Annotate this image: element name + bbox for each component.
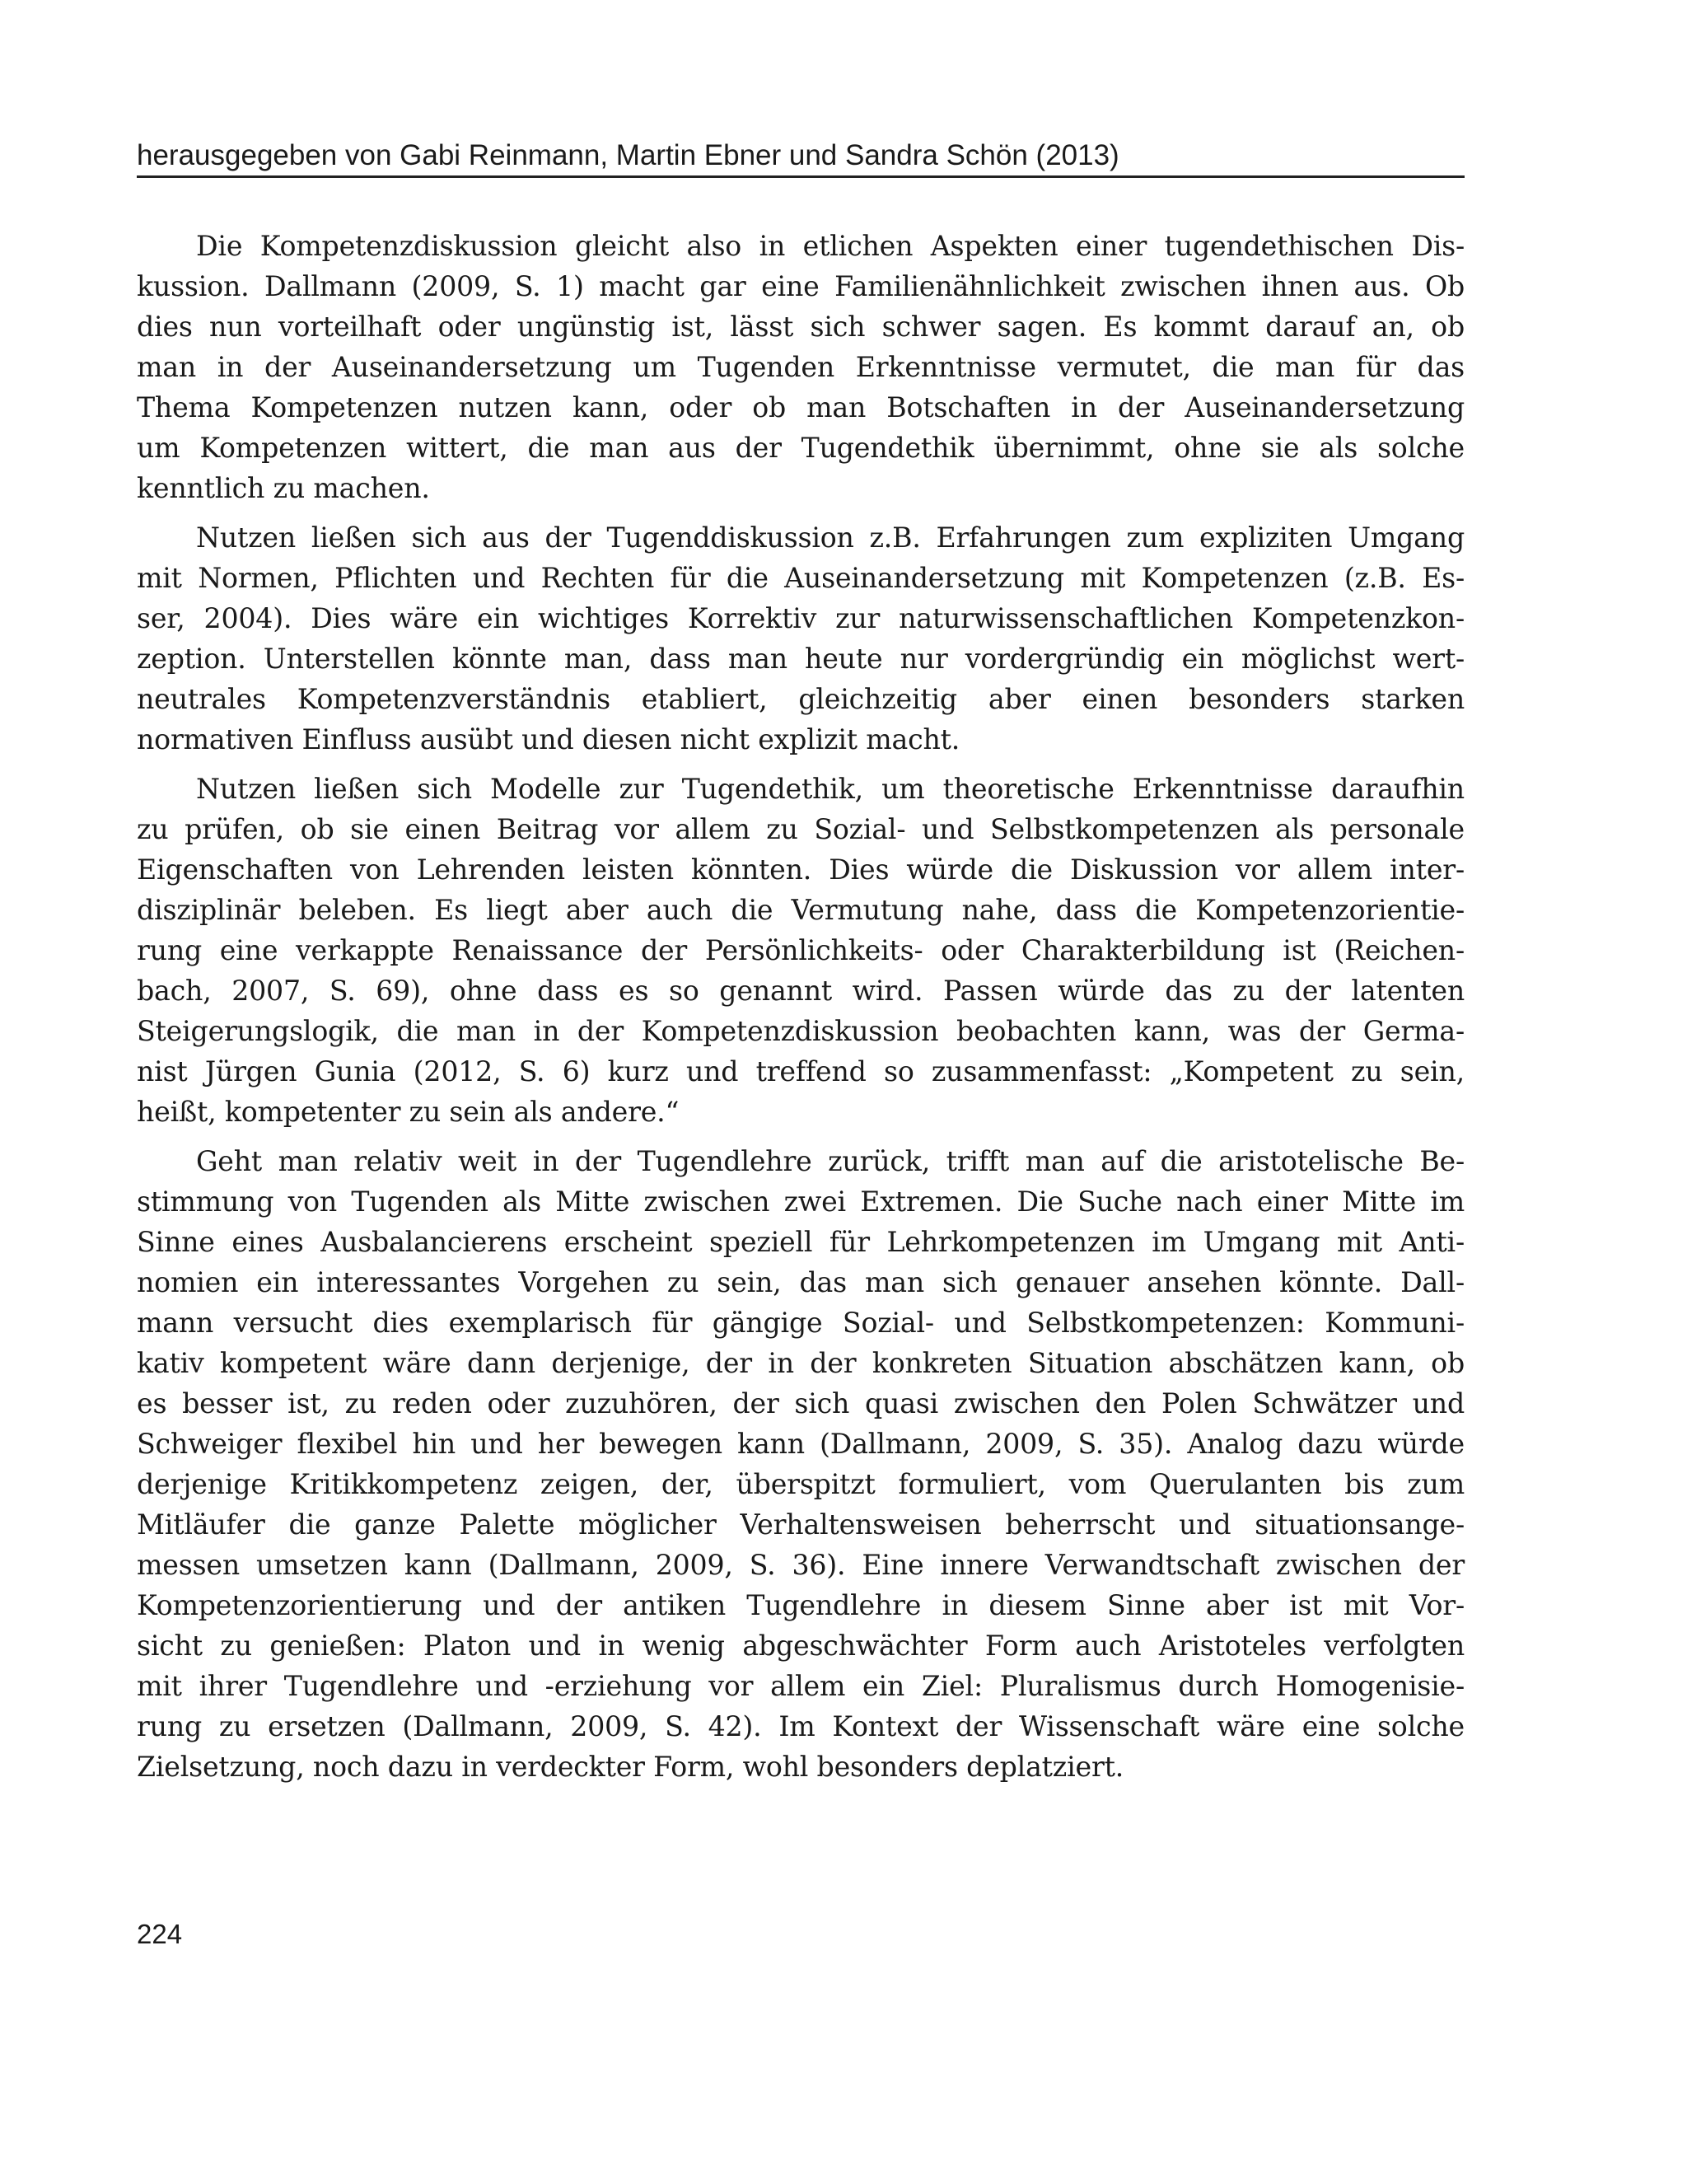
text-line: Thema Kompetenzen nutzen kann, oder ob man Botschaften in der Auseinandersetzung xyxy=(137,391,1465,423)
text-line: rung eine verkappte Renaissance der Persönlichkeits- oder Charakterbildung ist (Reichen- xyxy=(137,934,1465,966)
running-header xyxy=(137,136,1465,178)
text-line: nomien ein interessantes Vorgehen zu sein, das man sich genauer ansehen könnte. Dall- xyxy=(137,1266,1465,1298)
text-line: stimmung von Tugenden als Mitte zwischen zwei Extremen. Die Suche nach einer Mitte im xyxy=(137,1186,1465,1218)
text-line: Nutzen ließen sich aus der Tugenddiskussion z.B. Erfahrungen zum expliziten Umgang xyxy=(196,521,1465,554)
page-number: 224 xyxy=(137,1919,183,1949)
text-line: Eigenschaften von Lehrenden leisten könnten. Dies würde die Diskussion vor allem inter- xyxy=(137,853,1465,886)
paragraph-3 xyxy=(137,769,1465,1132)
paragraph-2 xyxy=(137,517,1465,760)
text-line: mann versucht dies exemplarisch für gängige Sozial- und Selbstkompetenzen: Kommuni- xyxy=(137,1307,1465,1339)
text-line: disziplinär beleben. Es liegt aber auch die Vermutung nahe, dass die Kompetenzorientie- xyxy=(137,894,1465,926)
text-line: normativen Einfluss ausübt und diesen nicht explizit macht. xyxy=(137,723,960,755)
text-line: rung zu ersetzen (Dallmann, 2009, S. 42). Im Kontext der Wissenschaft wäre eine solche xyxy=(137,1710,1465,1742)
text-line: man in der Auseinandersetzung um Tugenden Erkenntnisse vermutet, die man für das xyxy=(137,351,1465,383)
text-line: sicht zu genießen: Platon und in wenig abgeschwächter Form auch Aristoteles verfolgten xyxy=(137,1630,1465,1662)
text-line: mit Normen, Pflichten und Rechten für die Auseinandersetzung mit Kompetenzen (z.B. Es- xyxy=(137,562,1465,594)
text-line: messen umsetzen kann (Dallmann, 2009, S. 36). Eine innere Verwandtschaft zwischen der xyxy=(137,1549,1465,1581)
text-line: Geht man relativ weit in der Tugendlehre zurück, trifft man auf die aristotelische Be- xyxy=(196,1145,1465,1177)
text-line: neutrales Kompetenzverständnis etabliert, gleichzeitig aber einen besonders starken xyxy=(137,683,1465,715)
text-line: kussion. Dallmann (2009, S. 1) macht gar eine Familienähnlichkeit zwischen ihnen aus. Ob xyxy=(137,270,1465,302)
paragraph-4 xyxy=(137,1141,1465,1787)
text-line: derjenige Kritikkompetenz zeigen, der, überspitzt formuliert, vom Querulanten bis zum xyxy=(137,1468,1465,1500)
text-line: Zielsetzung, noch dazu in verdeckter Form, wohl besonders deplatziert. xyxy=(137,1751,1124,1783)
text-line: dies nun vorteilhaft oder ungünstig ist, lässt sich schwer sagen. Es kommt darauf an, ob xyxy=(137,311,1465,343)
text-line: um Kompetenzen wittert, die man aus der Tugendethik übernimmt, ohne sie als solche xyxy=(137,432,1465,464)
text-line: es besser ist, zu reden oder zuzuhören, der sich quasi zwischen den Polen Schwätzer und xyxy=(137,1387,1465,1419)
text-line: mit ihrer Tugendlehre und -erziehung vor allem ein Ziel: Pluralismus durch Homogenisie- xyxy=(137,1670,1465,1702)
text-line: Nutzen ließen sich Modelle zur Tugendethik, um theoretische Erkenntnisse daraufhin xyxy=(196,773,1465,805)
text-line: Mitläufer die ganze Palette möglicher Verhaltensweisen beherrscht und situationsange- xyxy=(137,1508,1465,1541)
text-line: Schweiger flexibel hin und her bewegen kann (Dallmann, 2009, S. 35). Analog dazu würde xyxy=(137,1428,1465,1460)
text-line: Kompetenzorientierung und der antiken Tugendlehre in diesem Sinne aber ist mit Vor- xyxy=(137,1589,1465,1621)
text-line: Die Kompetenzdiskussion gleicht also in etlichen Aspekten einer tugendethischen Dis- xyxy=(196,230,1465,262)
text-line: kativ kompetent wäre dann derjenige, der in der konkreten Situation abschätzen kann, ob xyxy=(137,1347,1465,1379)
running-header-text: herausgegeben von Gabi Reinmann, Martin Ebner und Sandra Schön (2013) xyxy=(137,139,1119,171)
text-line: ser, 2004). Dies wäre ein wichtiges Korrektiv zur naturwissenschaftlichen Kompetenzkon- xyxy=(137,602,1465,634)
text-line: Sinne eines Ausbalancierens erscheint speziell für Lehrkompetenzen im Umgang mit Anti- xyxy=(137,1226,1465,1258)
text-line: nist Jürgen Gunia (2012, S. 6) kurz und treffend so zusammenfasst: „Kompetent zu sein, xyxy=(137,1055,1465,1087)
paragraph-1 xyxy=(137,226,1465,508)
text-line: zeption. Unterstellen könnte man, dass man heute nur vordergründig ein möglichst wert- xyxy=(137,643,1465,675)
body-text xyxy=(137,226,1465,1796)
text-line: heißt, kompetenter zu sein als andere.“ xyxy=(137,1096,680,1128)
text-line: bach, 2007, S. 69), ohne dass es so genannt wird. Passen würde das zu der latenten xyxy=(137,975,1465,1007)
text-line: Steigerungslogik, die man in der Kompetenzdiskussion beobachten kann, was der Germa- xyxy=(137,1015,1465,1047)
text-line: kenntlich zu machen. xyxy=(137,472,430,504)
text-line: zu prüfen, ob sie einen Beitrag vor allem zu Sozial- und Selbstkompetenzen als personale xyxy=(137,813,1465,845)
